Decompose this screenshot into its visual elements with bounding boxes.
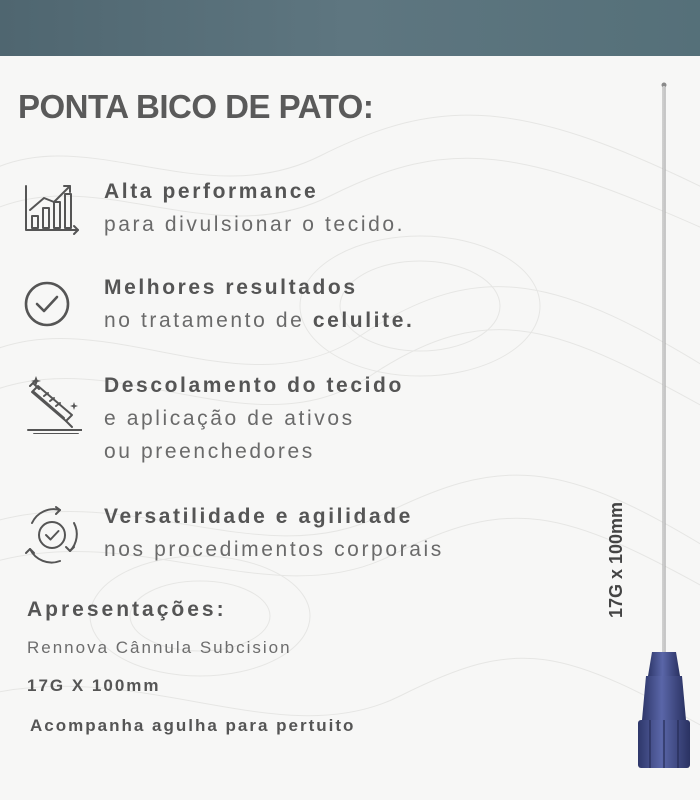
cannula-hub-top <box>648 652 680 676</box>
presentations-size: 17G X 100mm <box>27 676 161 695</box>
feature-text-prefix: no tratamento de <box>104 309 313 332</box>
cannula-shaft <box>663 86 666 652</box>
feature-heading: Versatilidade e agilidade <box>104 505 413 528</box>
feature-text: nos procedimentos corporais <box>104 538 444 561</box>
growth-chart-icon <box>22 180 82 240</box>
feature-text: para divulsionar o tecido. <box>104 213 406 236</box>
feature-text-bold: celulite. <box>312 309 415 332</box>
check-circle-icon <box>22 276 82 336</box>
presentations-note: Acompanha agulha para pertuito <box>30 716 356 735</box>
cannula-size-label: 17G x 100mm <box>606 501 626 619</box>
header-bar <box>0 0 700 56</box>
page-title: PONTA BICO DE PATO: <box>18 88 374 125</box>
cannula-illustration <box>630 80 700 780</box>
presentations-title: Apresentações: <box>27 598 227 621</box>
feature-heading: Descolamento do tecido <box>104 374 404 397</box>
syringe-sparkle-icon <box>22 374 82 434</box>
cannula-hub-body <box>642 676 686 720</box>
feature-text: ou preenchedores <box>104 440 315 463</box>
feature-text <box>104 309 414 333</box>
cycle-check-icon <box>22 505 82 565</box>
feature-heading: Alta performance <box>104 180 319 203</box>
presentations-product: Rennova Cânnula Subcision <box>27 638 292 657</box>
feature-text: e aplicação de ativos <box>104 407 355 430</box>
feature-heading: Melhores resultados <box>104 276 358 299</box>
